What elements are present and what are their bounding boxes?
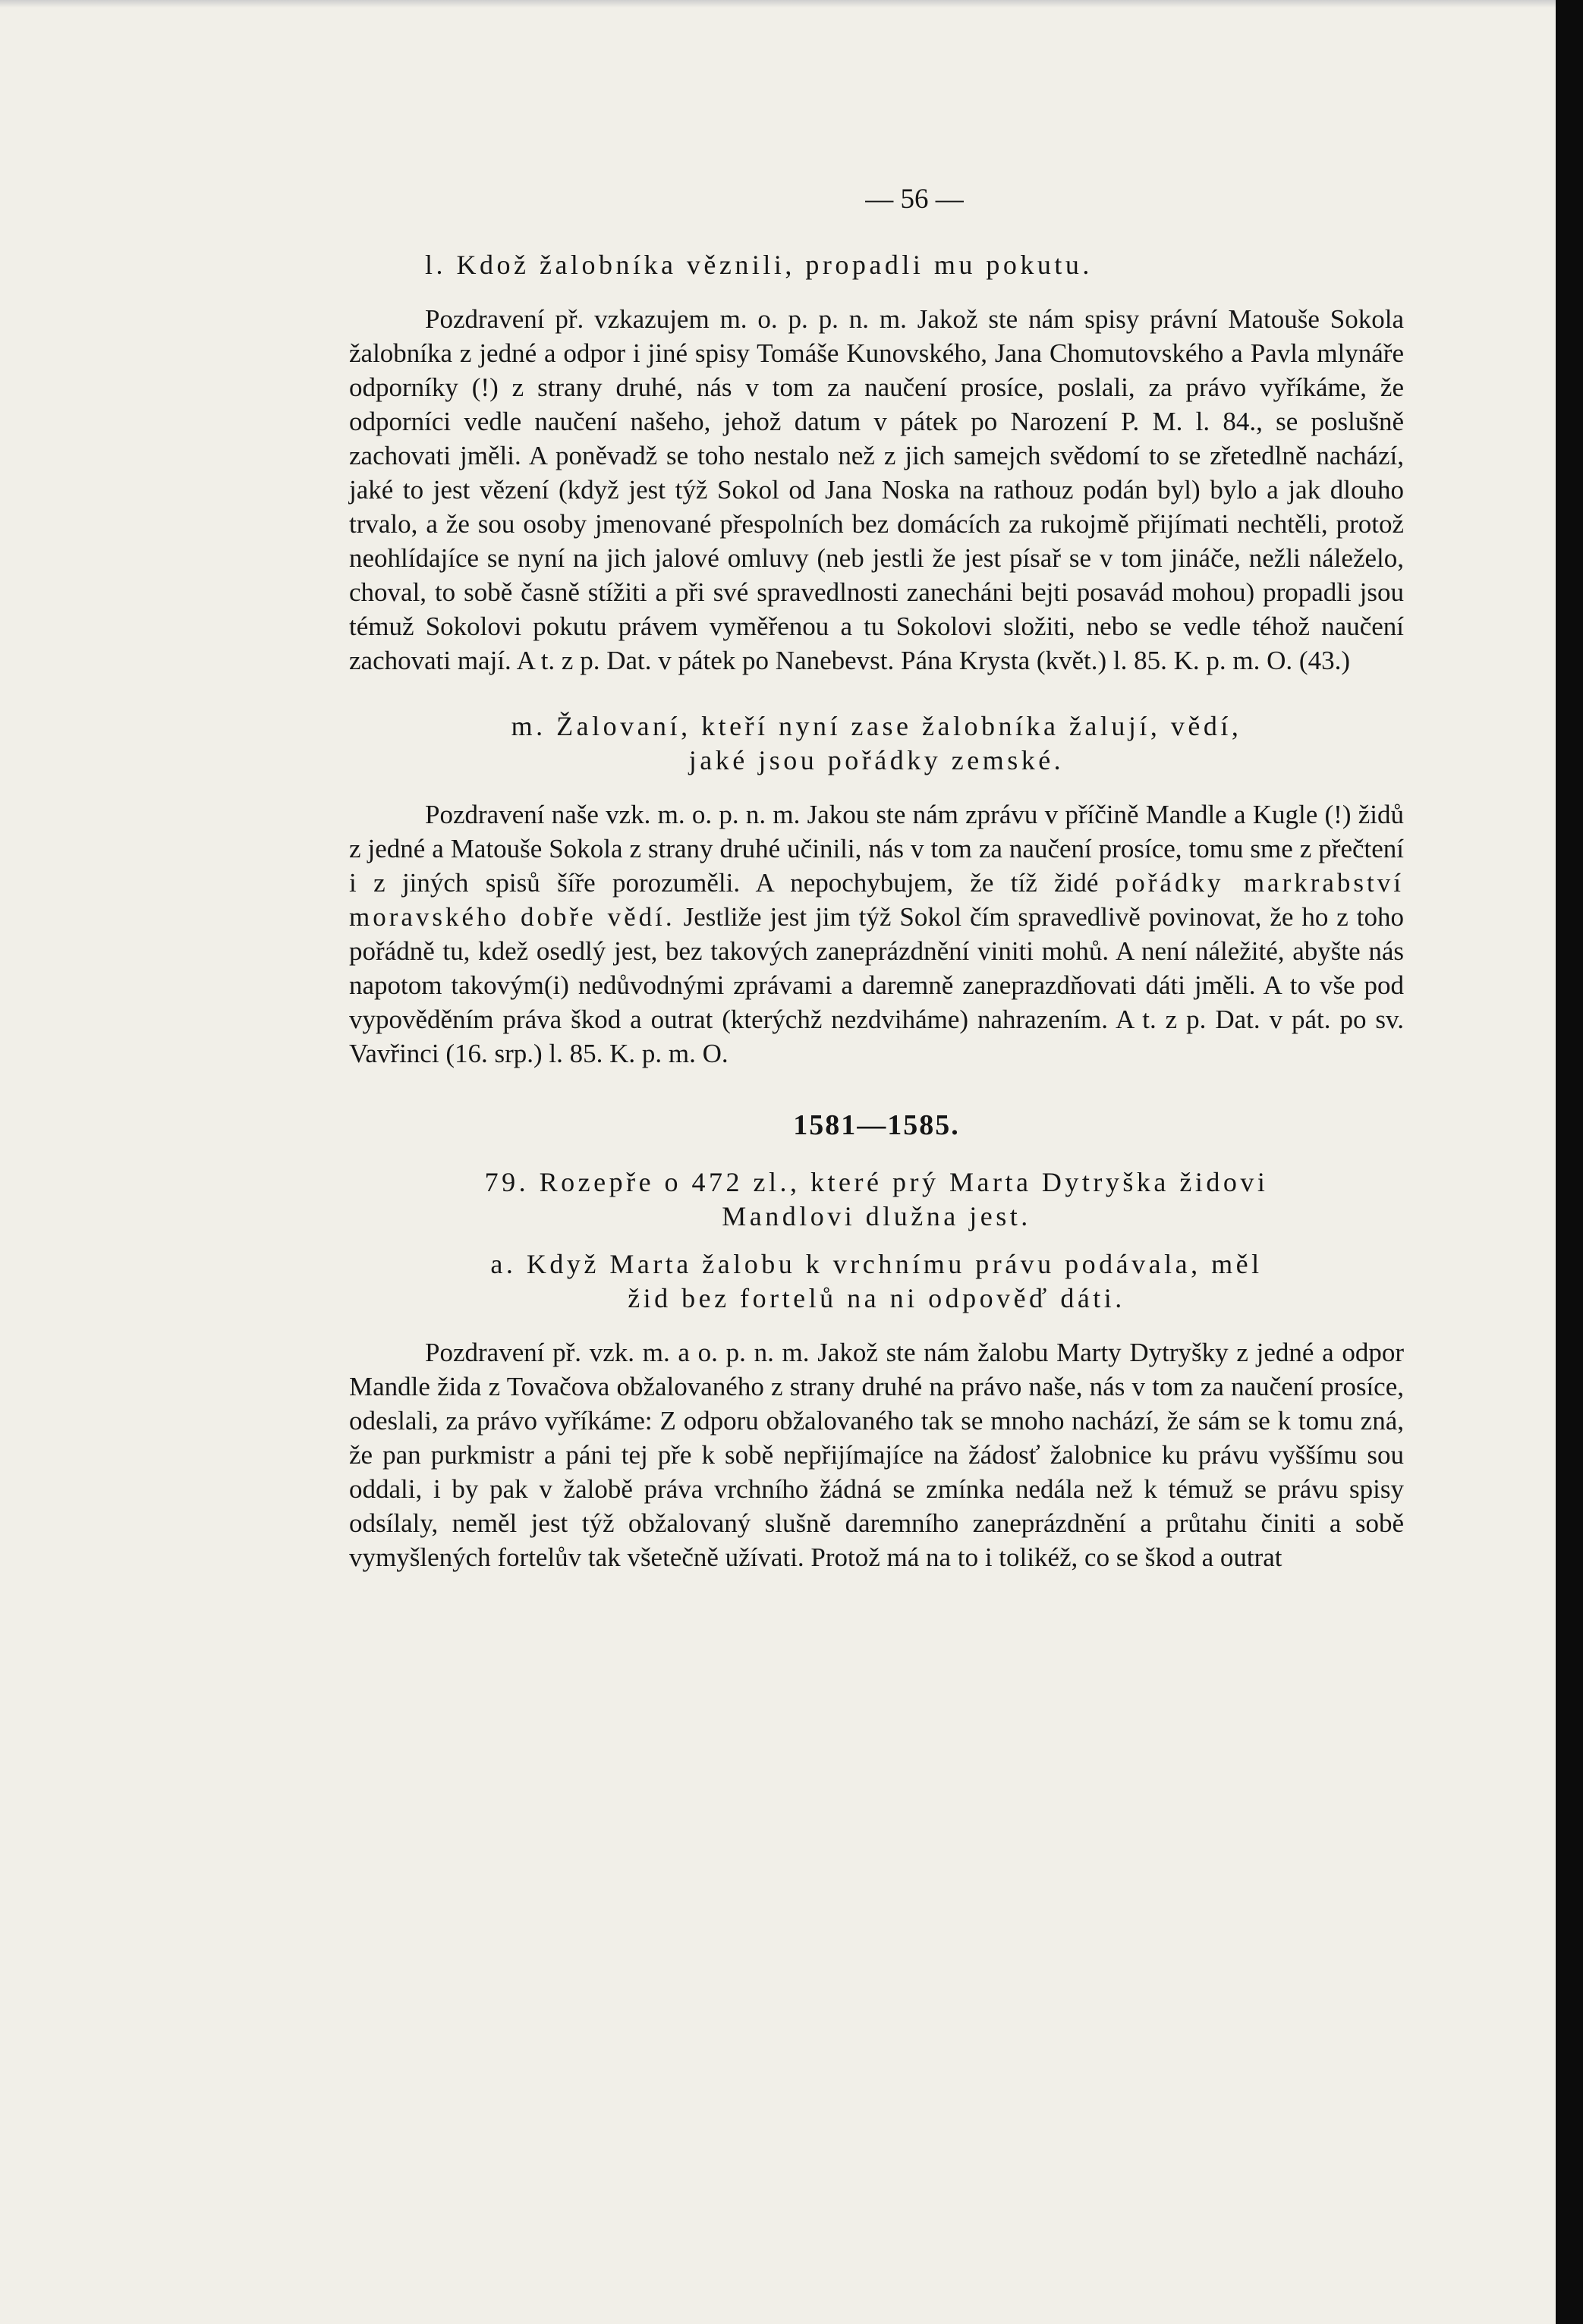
section-m-heading bbox=[349, 709, 1404, 778]
section-m-text-part1: Pozdravení naše vzk. m. o. p. n. m. Jakou ste nám zprávu v příčině Mandle a Kugle (!) židů z jedné a Matouše Sokola z strany druhé učinili, nás v tom za naučení prosíce, tomu sme z přečtení i z jiných spisů šíře porozuměli. A nepochybujem, že tíž židé bbox=[349, 800, 1404, 898]
page-top-edge bbox=[0, 0, 1583, 8]
section-m-text-part2: Jestliže jest jim týž Sokol čím spravedlivě povinovat, že ho z toho pořádně tu, kdež osedlý jest, bez takových zaneprázdnění viniti mohů. A není náležité, abyšte nás napotom takovým(i) nedůvodnými zprávami a daremně zaneprazdňovati dáti jměli. A to vše pod vypověděním práva škod a outrat (kterýchž nezdviháme) nahrazením. A t. z p. Dat. v pát. po sv. Vavřinci (16. srp.) l. 85. K. p. m. O. bbox=[349, 902, 1404, 1068]
section-a-paragraph: Pozdravení př. vzk. m. a o. p. n. m. Jakož ste nám žalobu Marty Dytryšky z jedné a odpor Mandle žida z Tovačova obžalovaného z strany druhé na právo naše, nás v tom za naučení prosíce, odeslali, za právo vyříkáme: Z odporu obžalovaného tak se mnoho nachází, že sám se k tomu zná, že pan purkmistr a páni tej pře k sobě nepřijímajíce na žádosť žalobnice ku právu vyššímu sou oddali, i by pak v žalobě práva vrchního žádná se zmínka nedála než k témuž se právu spisy odsílaly, neměl jest týž obžalovaný slušně daremního zaneprázdnění a průtahu činiti a sobě vymyšlených fortelův tak všetečně užívati. Protož má na to i tolikéž, co se škod a outrat bbox=[349, 1338, 1404, 1572]
page-right-edge bbox=[1556, 0, 1583, 2324]
section-a-heading-line1: a. Když Marta žalobu k vrchnímu právu podávala, měl bbox=[490, 1249, 1263, 1279]
section-79-heading-line2: Mandlovi dlužna jest. bbox=[722, 1201, 1031, 1231]
section-m-paragraph bbox=[349, 797, 1404, 1071]
section-l-paragraph: Pozdravení př. vzkazujem m. o. p. p. n. m. Jakož ste nám spisy právní Matouše Sokola žalobníka z jedné a odpor i jiné spisy Tomáše Kunovského, Jana Chomutovského a Pavla mlynáře odporníky (!) z strany druhé, nás v tom za naučení prosíce, poslali, za právo vyříkáme, že odporníci vedle naučení našeho, jehož datum v pátek po Narození P. M. l. 84., se poslušně zachovati jměli. A poněvadž se toho nestalo než z jich samejch svědomí to se zřetedlně nachází, jaké to jest vězení (když jest týž Sokol od Jana Noska na rathouz podán byl) bylo a jak dlouho trvalo, a že sou osoby jmenované přespolních bez domácích za rukojmě přijímati nechtěli, protož neohlídajíce se nyní na jich jalové omluvy (neb jestli že jest písař se v tom jináče, nežli náleželo, choval, to sobě časně stížiti a při své spravedlnosti zanecháni bejti posavád mohou) propadli jsou témuž Sokolovi pokutu právem vyměřenou a tu Sokolovi složiti, nebo se vedle téhož naučení zachovati mají. A t. z p. Dat. v pátek po Nanebevst. Pána Krysta (květ.) l. 85. K. p. m. O. (43.) bbox=[349, 304, 1404, 675]
book-page bbox=[349, 182, 1404, 1594]
year-range-heading: 1581—1585. bbox=[793, 1109, 960, 1141]
section-a-heading bbox=[349, 1247, 1404, 1316]
section-m-heading-line2: jaké jsou pořádky zemské. bbox=[688, 745, 1065, 775]
section-l-heading: l. Kdož žalobníka věznili, propadli mu pokutu. bbox=[425, 250, 1093, 280]
section-79-heading-line1: 79. Rozepře o 472 zl., které prý Marta Dytryška židovi bbox=[484, 1167, 1269, 1197]
section-a-heading-line2: žid bez fortelů na ni odpověď dáti. bbox=[628, 1283, 1125, 1313]
section-79-heading bbox=[349, 1165, 1404, 1234]
section-m-heading-line1: m. Žalovaní, kteří nyní zase žalobníka žalují, vědí, bbox=[511, 711, 1242, 741]
section-m-text-spaced: pořádky markrabství moravského dobře vědí. bbox=[349, 868, 1404, 932]
page-number: — 56 — bbox=[865, 184, 964, 215]
